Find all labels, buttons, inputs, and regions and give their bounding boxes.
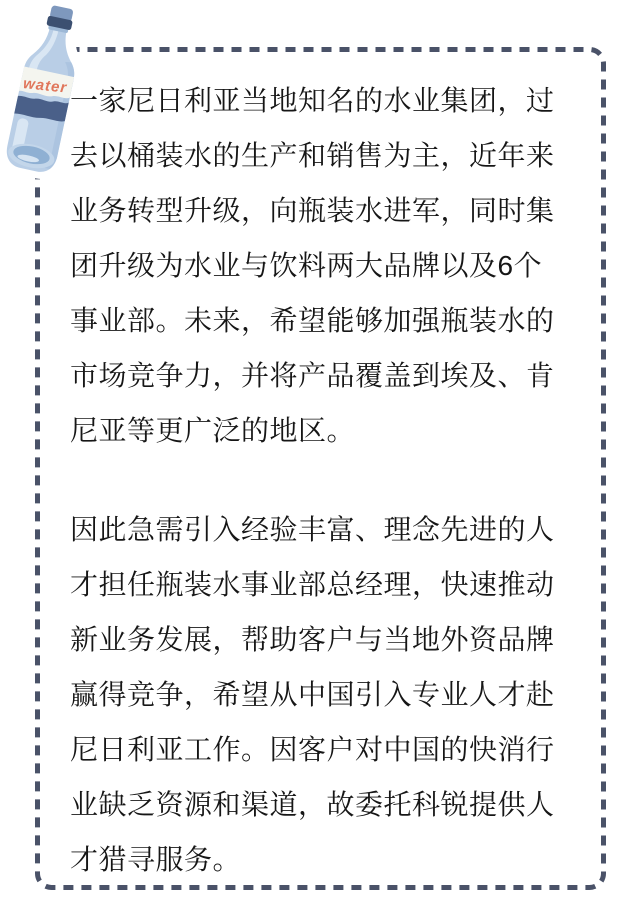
bottle-label-text: water: [22, 75, 69, 97]
text-line: 因此急需引入经验丰富、理念先进的人: [70, 514, 555, 545]
text-line: 才担任瓶装水事业部总经理，快速推动: [70, 569, 555, 600]
text-line: 尼日利亚工作。因客户对中国的快消行: [70, 734, 555, 765]
text-line: 新业务发展，帮助客户与当地外资品牌: [70, 624, 555, 655]
text-line: 去以桶装水的生产和销售为主，近年来: [70, 140, 555, 171]
text-line: 事业部。未来，希望能够加强瓶装水的: [70, 305, 555, 336]
text-line: 市场竞争力，并将产品覆盖到埃及、肯: [70, 360, 555, 391]
paragraph-hiring-need: [70, 502, 580, 887]
text-line: 尼亚等更广泛的地区。: [70, 415, 356, 446]
text-line: 业缺乏资源和渠道，故委托科锐提供人: [70, 789, 555, 820]
text-line: 团升级为水业与饮料两大品牌以及6个: [70, 250, 543, 281]
paragraph-company-intro: [70, 73, 580, 458]
text-line: 一家尼日利亚当地知名的水业集团，过: [70, 85, 555, 116]
article-text: [70, 73, 580, 887]
text-line: 才猎寻服务。: [70, 844, 242, 875]
text-line: 赢得竞争，希望从中国引入专业人才赴: [70, 679, 555, 710]
text-line: 业务转型升级，向瓶装水进军，同时集: [70, 195, 555, 226]
